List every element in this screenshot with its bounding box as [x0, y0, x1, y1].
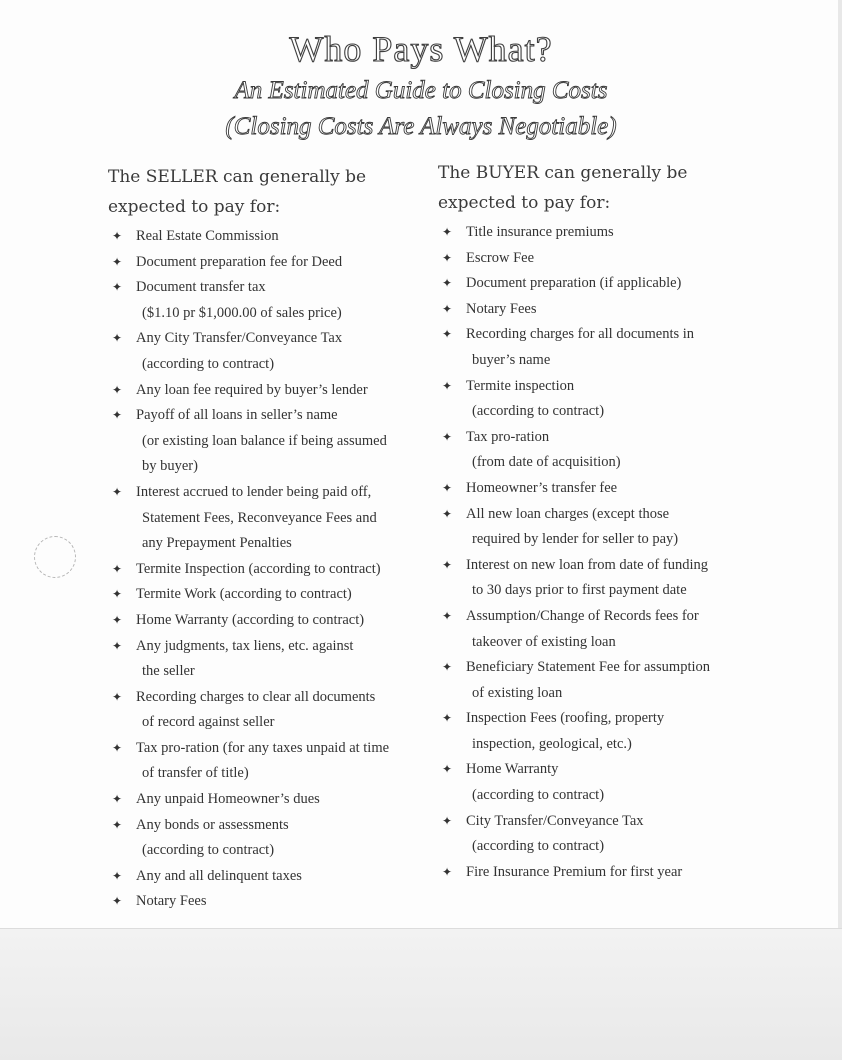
- item-text-l1: Any judgments, tax liens, etc. against: [136, 637, 354, 654]
- seller-list-item: [108, 480, 438, 557]
- item-text-l1: Interest accrued to lender being paid off,: [136, 483, 372, 500]
- item-text-l2: Statement Fees, Reconveyance Fees and: [142, 509, 377, 526]
- item-text-l1: Any and all delinquent taxes: [136, 867, 302, 884]
- buyer-list-item: [438, 476, 783, 502]
- item-text-l1: Tax pro-ration (for any taxes unpaid at time: [136, 739, 390, 756]
- seller-list-item: [108, 787, 438, 813]
- item-text-l2: of existing loan: [472, 684, 563, 701]
- seller-list-item: [108, 582, 438, 608]
- bullet-icon: ✦: [442, 506, 453, 521]
- item-text-l1: Fire Insurance Premium for first year: [466, 863, 683, 880]
- item-text-l1: Termite Inspection (according to contract): [136, 560, 381, 577]
- item-text-l2: of record against seller: [142, 714, 275, 731]
- item-text-l1: Document preparation (if applicable): [466, 275, 682, 292]
- item-text-l2: (according to contract): [472, 787, 605, 804]
- buyer-list-item: [438, 425, 783, 476]
- buyer-heading-line2: expected to pay for:: [438, 193, 611, 213]
- item-text-l1: Inspection Fees (roofing, property: [466, 710, 665, 727]
- bullet-icon: ✦: [442, 762, 453, 777]
- bullet-icon: ✦: [112, 408, 123, 423]
- bullet-icon: ✦: [442, 813, 453, 828]
- seller-list-item: [108, 864, 438, 890]
- bullet-icon: ✦: [112, 894, 123, 909]
- page-note: (Closing Costs Are Always Negotiable): [225, 113, 617, 140]
- bullet-icon: ✦: [112, 229, 123, 243]
- bullet-icon: ✦: [442, 608, 453, 623]
- item-text-l1: Homeowner’s transfer fee: [466, 479, 618, 496]
- seller-list-item: [108, 608, 438, 634]
- scan-margin: [0, 928, 842, 1060]
- item-text-l1: Recording charges to clear all documents: [136, 688, 376, 705]
- bullet-icon: ✦: [442, 429, 453, 444]
- bullet-icon: ✦: [112, 254, 123, 269]
- seller-list-item: [108, 889, 438, 915]
- item-text-l1: Home Warranty: [466, 761, 559, 778]
- seller-heading: [108, 162, 438, 222]
- buyer-list-item: [438, 860, 783, 886]
- item-text-l1: Notary Fees: [136, 893, 207, 910]
- bullet-icon: ✦: [112, 792, 123, 807]
- buyer-list-item: [438, 502, 783, 553]
- seller-list-item: [108, 250, 438, 276]
- buyer-list-item: [438, 322, 783, 373]
- buyer-heading-line1: The BUYER can generally be: [438, 163, 688, 183]
- item-text-l3: by buyer): [142, 458, 198, 475]
- buyer-list-item: [438, 220, 783, 246]
- item-text-l2: (from date of acquisition): [472, 454, 621, 471]
- bullet-icon: ✦: [442, 276, 453, 291]
- seller-list-item: [108, 326, 438, 377]
- bullet-icon: ✦: [442, 250, 453, 265]
- item-text-l2: (or existing loan balance if being assumed: [142, 432, 387, 449]
- item-text-l1: Recording charges for all documents in: [466, 326, 695, 343]
- item-text-l1: Title insurance premiums: [466, 224, 614, 240]
- seller-heading-line1: The SELLER can generally be: [108, 167, 367, 187]
- buyer-list: [438, 220, 783, 885]
- bullet-icon: ✦: [442, 301, 453, 316]
- page-title: Who Pays What?: [289, 29, 553, 69]
- item-text-l2: inspection, geological, etc.): [472, 735, 632, 752]
- item-text-l2: takeover of existing loan: [472, 633, 616, 650]
- punch-hole-mark: [34, 536, 76, 578]
- bullet-icon: ✦: [442, 327, 453, 342]
- buyer-list-item: [438, 553, 783, 604]
- bullet-icon: ✦: [442, 378, 453, 393]
- item-text-l2: required by lender for seller to pay): [472, 531, 679, 548]
- bullet-icon: ✦: [112, 280, 123, 295]
- bullet-icon: ✦: [112, 817, 123, 832]
- seller-list-item: [108, 634, 438, 685]
- item-text-l1: Any unpaid Homeowner’s dues: [136, 791, 320, 808]
- seller-list-item: [108, 378, 438, 404]
- buyer-list-item: [438, 706, 783, 757]
- bullet-icon: ✦: [442, 711, 453, 726]
- buyer-list-item: [438, 809, 783, 860]
- item-text-l1: All new loan charges (except those: [466, 505, 670, 522]
- item-text-l2: (according to contract): [142, 842, 275, 859]
- buyer-list-item: [438, 655, 783, 706]
- item-text-l1: Any bonds or assessments: [136, 816, 289, 833]
- bullet-icon: ✦: [112, 587, 123, 602]
- page-subtitle: An Estimated Guide to Closing Costs: [234, 77, 608, 104]
- item-text-l1: Any City Transfer/Conveyance Tax: [136, 330, 343, 347]
- item-text-l1: Notary Fees: [466, 300, 537, 317]
- bullet-icon: ✦: [112, 561, 123, 576]
- seller-list-item: [108, 813, 438, 864]
- item-text-l1: Termite inspection: [466, 377, 575, 394]
- item-text-l1: Any loan fee required by buyer’s lender: [136, 381, 368, 398]
- buyer-heading: [438, 158, 783, 218]
- item-text-l1: Home Warranty (according to contract): [136, 611, 365, 628]
- bullet-icon: ✦: [112, 689, 123, 704]
- item-text-l2: the seller: [142, 663, 195, 680]
- bullet-icon: ✦: [442, 225, 453, 239]
- buyer-list-item: [438, 757, 783, 808]
- buyer-list-item: [438, 604, 783, 655]
- item-text-l1: City Transfer/Conveyance Tax: [466, 812, 644, 829]
- bullet-icon: ✦: [442, 557, 453, 572]
- item-text-l1: Interest on new loan from date of funding: [466, 556, 708, 573]
- item-text-l2: of transfer of title): [142, 765, 249, 782]
- item-text-l1: Real Estate Commission: [136, 228, 279, 244]
- item-text-l2: ($1.10 pr $1,000.00 of sales price): [142, 304, 342, 321]
- item-text-l1: Assumption/Change of Records fees for: [466, 607, 699, 624]
- bullet-icon: ✦: [112, 638, 123, 653]
- bullet-icon: ✦: [442, 864, 453, 879]
- item-text-l1: Escrow Fee: [466, 249, 535, 266]
- buyer-list-item: [438, 246, 783, 272]
- bullet-icon: ✦: [112, 382, 123, 397]
- bullet-icon: ✦: [112, 868, 123, 883]
- item-text-l1: Document preparation fee for Deed: [136, 253, 343, 270]
- document-header: [0, 28, 842, 142]
- bullet-icon: ✦: [112, 331, 123, 346]
- seller-list-item: [108, 224, 438, 250]
- item-text-l1: Document transfer tax: [136, 279, 266, 296]
- bullet-icon: ✦: [112, 484, 123, 499]
- item-text-l2: (according to contract): [142, 355, 275, 372]
- item-text-l2: to 30 days prior to first payment date: [472, 582, 687, 599]
- seller-list-item: [108, 403, 438, 480]
- buyer-list-item: [438, 374, 783, 425]
- bullet-icon: ✦: [442, 480, 453, 495]
- item-text-l2: (according to contract): [472, 403, 605, 420]
- item-text-l2: (according to contract): [472, 838, 605, 855]
- buyer-column: [438, 158, 783, 885]
- seller-list: [108, 224, 438, 915]
- item-text-l1: Tax pro-ration: [466, 428, 550, 445]
- item-text-l1: Payoff of all loans in seller’s name: [136, 407, 338, 424]
- item-text-l3: any Prepayment Penalties: [142, 535, 292, 552]
- buyer-list-item: [438, 297, 783, 323]
- bullet-icon: ✦: [112, 740, 123, 755]
- item-text-l1: Termite Work (according to contract): [136, 586, 352, 603]
- seller-column: [108, 162, 438, 915]
- seller-list-item: [108, 736, 438, 787]
- seller-list-item: [108, 275, 438, 326]
- bullet-icon: ✦: [112, 612, 123, 627]
- buyer-list-item: [438, 271, 783, 297]
- seller-list-item: [108, 685, 438, 736]
- bullet-icon: ✦: [442, 660, 453, 675]
- seller-heading-line2: expected to pay for:: [108, 197, 281, 217]
- item-text-l1: Beneficiary Statement Fee for assumption: [466, 659, 711, 676]
- seller-list-item: [108, 557, 438, 583]
- item-text-l2: buyer’s name: [472, 351, 551, 368]
